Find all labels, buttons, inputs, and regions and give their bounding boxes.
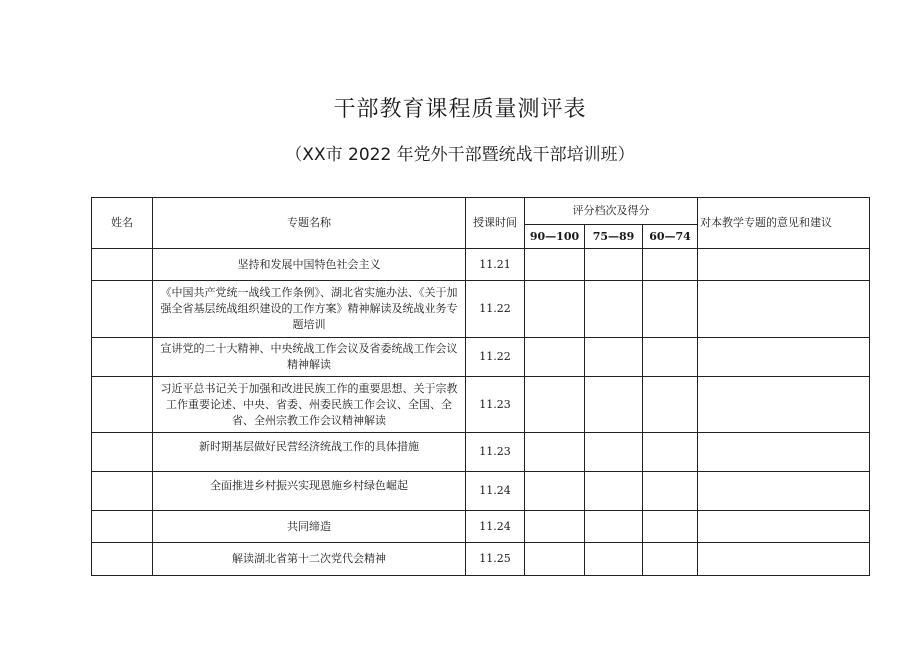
table-row bbox=[92, 377, 870, 433]
topic-cell: 习近平总书记关于加强和改进民族工作的重要思想、关于宗教工作重要论述、中央、省委、州委民族工作会议、全国、全省、全州宗教工作会议精神解读 bbox=[153, 377, 466, 433]
score-cell[interactable] bbox=[525, 433, 585, 472]
score-cell[interactable] bbox=[643, 433, 698, 472]
score-cell[interactable] bbox=[643, 472, 698, 511]
score-cell[interactable] bbox=[585, 511, 643, 543]
score-cell[interactable] bbox=[643, 511, 698, 543]
header-topic: 专题名称 bbox=[153, 198, 466, 249]
score-cell[interactable] bbox=[525, 249, 585, 281]
table-row bbox=[92, 338, 870, 377]
page-title: 干部教育课程质量测评表 bbox=[333, 97, 587, 122]
table-row bbox=[92, 511, 870, 543]
topic-cell: 新时期基层做好民营经济统战工作的具体措施 bbox=[153, 433, 466, 472]
date-cell: 11.23 bbox=[466, 377, 525, 433]
score-cell[interactable] bbox=[643, 281, 698, 338]
page-subtitle: （XX市 2022 年党外干部暨统战干部培训班） bbox=[285, 145, 635, 165]
name-cell[interactable] bbox=[92, 338, 153, 377]
table-row bbox=[92, 281, 870, 338]
topic-cell: 解读湖北省第十二次党代会精神 bbox=[153, 543, 466, 576]
date-cell: 11.24 bbox=[466, 511, 525, 543]
topic-cell: 宣讲党的二十大精神、中央统战工作会议及省委统战工作会议精神解读 bbox=[153, 338, 466, 377]
opinion-cell[interactable] bbox=[698, 249, 870, 281]
table-row bbox=[92, 433, 870, 472]
topic-cell: 共同缔造 bbox=[153, 511, 466, 543]
score-cell[interactable] bbox=[525, 377, 585, 433]
date-cell: 11.23 bbox=[466, 433, 525, 472]
header-row bbox=[92, 198, 870, 225]
name-cell[interactable] bbox=[92, 472, 153, 511]
score-band-high: 90—100 bbox=[525, 225, 585, 249]
opinion-cell[interactable] bbox=[698, 472, 870, 511]
table-row bbox=[92, 472, 870, 511]
date-cell: 11.22 bbox=[466, 281, 525, 338]
score-cell[interactable] bbox=[585, 338, 643, 377]
date-cell: 11.25 bbox=[466, 543, 525, 576]
score-cell[interactable] bbox=[525, 281, 585, 338]
evaluation-table bbox=[91, 197, 870, 576]
score-cell[interactable] bbox=[643, 377, 698, 433]
score-cell[interactable] bbox=[643, 338, 698, 377]
date-cell: 11.24 bbox=[466, 472, 525, 511]
score-cell[interactable] bbox=[585, 377, 643, 433]
opinion-cell[interactable] bbox=[698, 543, 870, 576]
date-cell: 11.21 bbox=[466, 249, 525, 281]
score-cell[interactable] bbox=[643, 249, 698, 281]
name-cell[interactable] bbox=[92, 377, 153, 433]
score-band-mid: 75—89 bbox=[585, 225, 643, 249]
topic-cell: 坚持和发展中国特色社会主义 bbox=[153, 249, 466, 281]
score-cell[interactable] bbox=[585, 543, 643, 576]
opinion-cell[interactable] bbox=[698, 281, 870, 338]
score-cell[interactable] bbox=[525, 543, 585, 576]
name-cell[interactable] bbox=[92, 249, 153, 281]
topic-cell: 全面推进乡村振兴实现恩施乡村绿色崛起 bbox=[153, 472, 466, 511]
score-cell[interactable] bbox=[585, 249, 643, 281]
header-name: 姓名 bbox=[92, 198, 153, 249]
name-cell[interactable] bbox=[92, 511, 153, 543]
name-cell[interactable] bbox=[92, 433, 153, 472]
score-band-low: 60—74 bbox=[643, 225, 698, 249]
opinion-cell[interactable] bbox=[698, 511, 870, 543]
score-cell[interactable] bbox=[585, 472, 643, 511]
name-cell[interactable] bbox=[92, 543, 153, 576]
opinion-cell[interactable] bbox=[698, 338, 870, 377]
opinion-cell[interactable] bbox=[698, 433, 870, 472]
opinion-cell[interactable] bbox=[698, 377, 870, 433]
header-opinion: 对本教学专题的意见和建议 bbox=[698, 198, 870, 249]
header-score-group: 评分档次及得分 bbox=[525, 198, 698, 225]
score-cell[interactable] bbox=[525, 511, 585, 543]
table-row bbox=[92, 249, 870, 281]
header-date: 授课时间 bbox=[466, 198, 525, 249]
score-cell[interactable] bbox=[643, 543, 698, 576]
topic-cell: 《中国共产党统一战线工作条例》、湖北省实施办法、《关于加强全省基层统战组织建设的工作方案》精神解读及统战业务专题培训 bbox=[153, 281, 466, 338]
table-row bbox=[92, 543, 870, 576]
score-cell[interactable] bbox=[525, 472, 585, 511]
score-cell[interactable] bbox=[585, 281, 643, 338]
date-cell: 11.22 bbox=[466, 338, 525, 377]
name-cell[interactable] bbox=[92, 281, 153, 338]
score-cell[interactable] bbox=[585, 433, 643, 472]
score-cell[interactable] bbox=[525, 338, 585, 377]
